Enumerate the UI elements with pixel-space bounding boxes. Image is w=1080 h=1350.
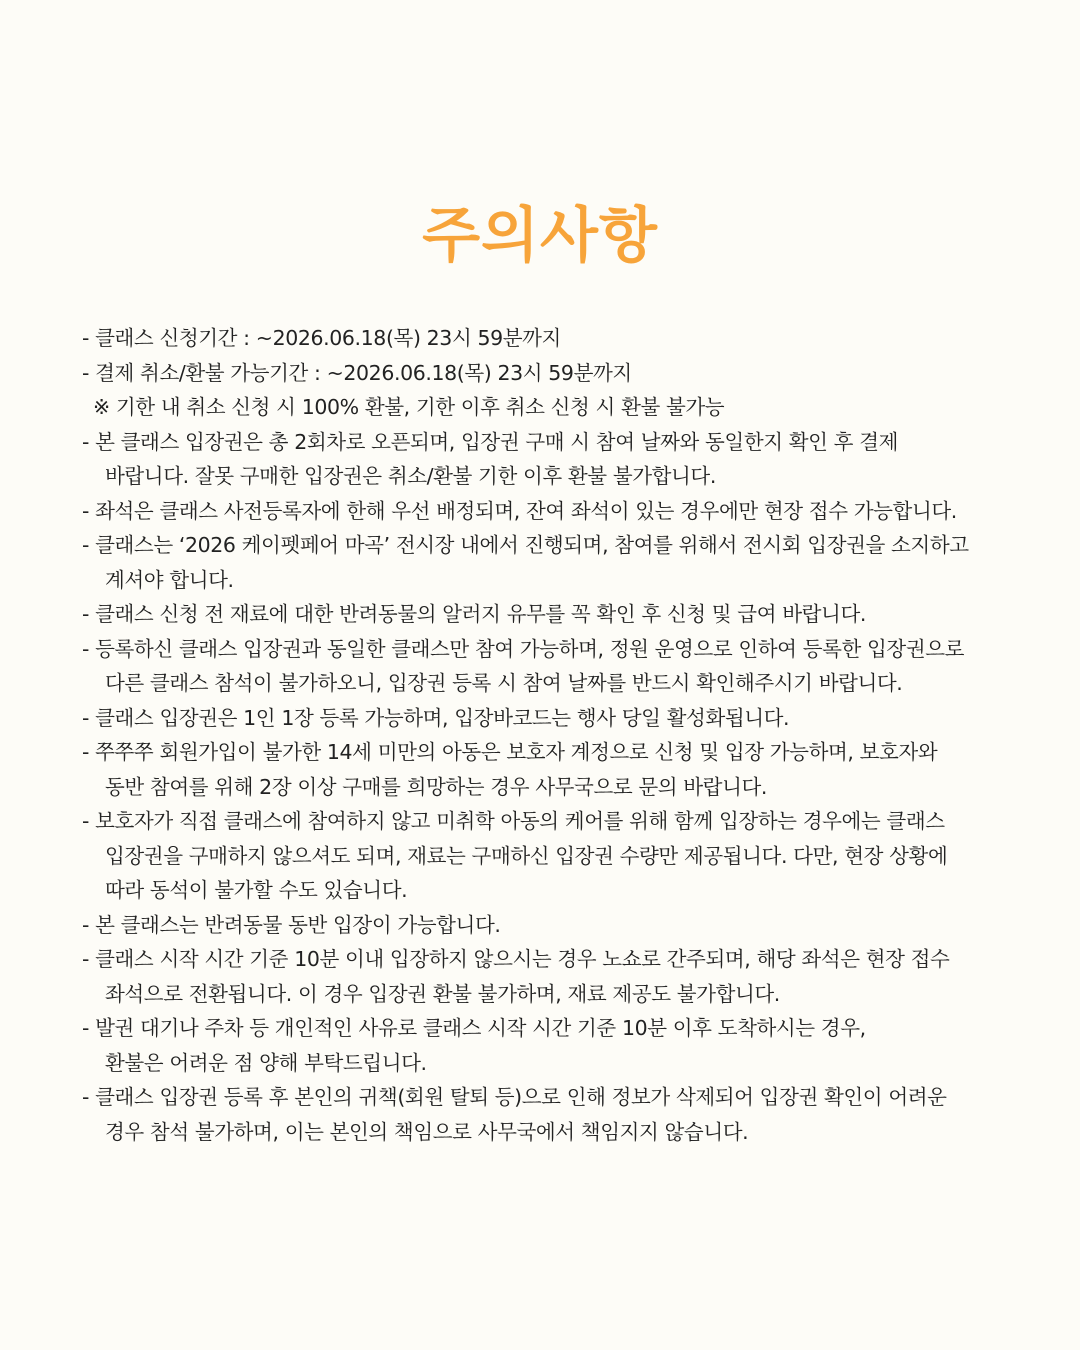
notice-line: 동반 참여를 위해 2장 이상 구매를 희망하는 경우 사무국으로 문의 바랍니다. xyxy=(105,774,768,799)
notice-line: - 클래스 신청기간 : ~2026.06.18(목) 23시 59분까지 xyxy=(82,326,561,350)
notice-line: - 본 클래스는 반려동물 동반 입장이 가능합니다. xyxy=(82,912,501,937)
notice-line: 환불은 어려운 점 양해 부탁드립니다. xyxy=(105,1050,427,1075)
notice-line: - 클래스 시작 시간 기준 10분 이내 입장하지 않으시는 경우 노쇼로 간주되며, 해당 좌석은 현장 접수 xyxy=(82,947,950,971)
notice-line: - 클래스 입장권은 1인 1장 등록 가능하며, 입장바코드는 행사 당일 활성화됩니다. xyxy=(82,705,790,730)
notice-line: 좌석으로 전환됩니다. 이 경우 입장권 환불 불가하며, 재료 제공도 불가합니다. xyxy=(105,981,780,1006)
notice-line: 다른 클래스 참석이 불가하오니, 입장권 등록 시 참여 날짜를 반드시 확인해주시기 바랍니다. xyxy=(105,671,903,695)
notice-list xyxy=(82,321,1012,1149)
notice-line: - 보호자가 직접 클래스에 참여하지 않고 미취학 아동의 케어를 위해 함께 입장하는 경우에는 클래스 xyxy=(82,809,945,833)
notice-line: - 클래스 입장권 등록 후 본인의 귀책(회원 탈퇴 등)으로 인해 정보가 삭제되어 입장권 확인이 어려운 xyxy=(82,1085,947,1109)
page-title: 주의사항 xyxy=(422,201,658,271)
notice-line: 따라 동석이 불가할 수도 있습니다. xyxy=(105,878,408,902)
notice-line: - 클래스 신청 전 재료에 대한 반려동물의 알러지 유무를 꼭 확인 후 신청 및 급여 바랍니다. xyxy=(82,602,866,626)
notice-line: ※ 기한 내 취소 신청 시 100% 환불, 기한 이후 취소 신청 시 환불 불가능 xyxy=(93,395,725,419)
notice-line: - 발권 대기나 주차 등 개인적인 사유로 클래스 시작 시간 기준 10분 이후 도착하시는 경우, xyxy=(82,1016,866,1040)
notice-line: - 클래스는 ‘2026 케이펫페어 마곡’ 전시장 내에서 진행되며, 참여를 위해서 전시회 입장권을 소지하고 xyxy=(82,533,969,557)
notice-line: - 등록하신 클래스 입장권과 동일한 클래스만 참여 가능하며, 정원 운영으로 인하여 등록한 입장권으로 xyxy=(82,636,965,661)
notice-line: - 결제 취소/환불 가능기간 : ~2026.06.18(목) 23시 59분까지 xyxy=(82,360,632,385)
notice-line: 경우 참석 불가하며, 이는 본인의 책임으로 사무국에서 책임지지 않습니다. xyxy=(105,1119,749,1144)
notice-line: 계셔야 합니다. xyxy=(105,567,234,592)
notice-line: - 쭈쭈쭈 회원가입이 불가한 14세 미만의 아동은 보호자 계정으로 신청 및 입장 가능하며, 보호자와 xyxy=(82,740,938,764)
notice-line: 입장권을 구매하지 않으셔도 되며, 재료는 구매하신 입장권 수량만 제공됩니다. 다만, 현장 상황에 xyxy=(105,843,948,868)
notice-line: - 좌석은 클래스 사전등록자에 한해 우선 배정되며, 잔여 좌석이 있는 경우에만 현장 접수 가능합니다. xyxy=(82,498,957,523)
notice-line: 바랍니다. 잘못 구매한 입장권은 취소/환불 기한 이후 환불 불가합니다. xyxy=(105,464,716,488)
notice-line: - 본 클래스 입장권은 총 2회차로 오픈되며, 입장권 구매 시 참여 날짜와 동일한지 확인 후 결제 xyxy=(82,429,899,454)
